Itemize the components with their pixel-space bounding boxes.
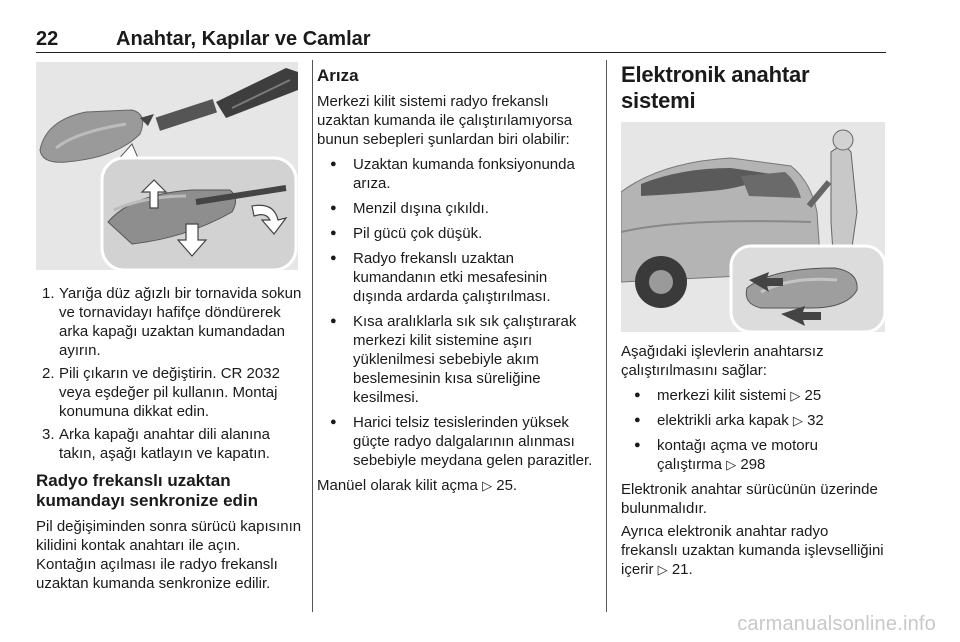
fault-causes-list: [317, 155, 599, 470]
reference-arrow-icon: ▷: [657, 562, 668, 577]
paragraph: Manüel olarak kilit açma ▷ 25.: [317, 477, 518, 494]
reference-arrow-icon: ▷: [726, 457, 737, 472]
column-right: [621, 62, 887, 583]
car-door-illustration: [621, 122, 885, 332]
paragraph: Merkezi kilit sistemi radyo frekanslı uzaktan kumanda ile çalıştırılamıyorsa bunun sebepleri şunlardan biri olabilir:: [317, 93, 573, 148]
list-item: ● Menzil dışına çıkıldı.: [317, 199, 599, 218]
page-reference-link[interactable]: 298: [740, 456, 766, 473]
reference-arrow-icon: ▷: [482, 478, 493, 493]
column-middle: [317, 62, 599, 499]
column-left: [36, 62, 302, 597]
watermark: carmanualsonline.info: [737, 613, 936, 635]
list-item: ● merkezi kilit sistemi ▷ 25: [621, 386, 887, 405]
page-reference-link[interactable]: 21.: [671, 561, 693, 578]
page-reference-link[interactable]: 32: [807, 412, 824, 429]
list-item: ● Uzaktan kumanda fonksiyonunda arıza.: [317, 155, 599, 193]
page-reference-link[interactable]: 25.: [496, 477, 518, 494]
page-number: 22: [36, 28, 59, 50]
remote-battery-illustration: [36, 62, 298, 270]
paragraph: Ayrıca elektronik anahtar radyo frekanslı uzaktan kumanda işlevselliğini içerir ▷ 21.: [621, 523, 884, 578]
list-item: ● Kısa aralıklarla sık sık çalıştırarak merkezi kilit sistemine aşırı yüklenilmesi sebebiyle akım beslemesinin kısa süreliğine kesilmesi.: [317, 312, 599, 407]
paragraph: Elektronik anahtar sürücünün üzerinde bulunmalıdır.: [621, 481, 878, 517]
battery-steps-list: [36, 284, 302, 463]
keyless-functions-list: [621, 386, 887, 474]
paragraph: Pil değişiminden sonra sürücü kapısının kilidini kontak anahtarı ile açın. Kontağın açılması ile radyo frekanslı uzaktan kumanda senkronize edilir.: [36, 518, 302, 592]
section-heading-sync: Radyo frekanslı uzaktan kumandayı senkronize edin: [36, 471, 259, 510]
page-reference-link[interactable]: 25: [804, 387, 822, 404]
reference-arrow-icon: ▷: [790, 388, 801, 403]
list-item: 1. Yarığa düz ağızlı bir tornavida sokun ve tornavidayı hafifçe döndürerek arka kapağı uzaktan kumandadan ayırın.: [42, 285, 302, 359]
column-divider: [606, 60, 607, 612]
page-header: [36, 24, 886, 53]
list-item: ● Pil gücü çok düşük.: [317, 224, 599, 243]
list-item: ● elektrikli arka kapak ▷ 32: [621, 411, 887, 430]
section-heading-fault: Arıza: [317, 66, 359, 85]
page-title: Anahtar, Kapılar ve Camlar: [116, 28, 371, 50]
list-item: ● Radyo frekanslı uzaktan kumandanın etki mesafesinin dışında ardarda çalıştırılması.: [317, 249, 599, 306]
list-item: ● Harici telsiz tesislerinden yüksek güçte radyo dalgalarının alınması sebebiyle meydana gelen parazitler.: [317, 413, 599, 470]
reference-arrow-icon: ▷: [792, 413, 803, 428]
section-heading-electronic-key: Elektronik anahtar sistemi: [621, 62, 810, 113]
paragraph: Aşağıdaki işlevlerin anahtarsız çalıştırılmasını sağlar:: [621, 343, 824, 379]
list-item: 2. Pili çıkarın ve değiştirin. CR 2032 veya eşdeğer pil kullanın. Montaj konumuna dikkat edin.: [42, 365, 280, 420]
list-item: ● kontağı açma ve motoru çalıştırma ▷ 298: [621, 436, 887, 474]
column-divider: [312, 60, 313, 612]
car-door-drawing: [621, 122, 885, 332]
remote-battery-drawing: [36, 62, 298, 270]
list-item: 3. Arka kapağı anahtar dili alanına takın, aşağı katlayın ve kapatın.: [42, 426, 270, 462]
